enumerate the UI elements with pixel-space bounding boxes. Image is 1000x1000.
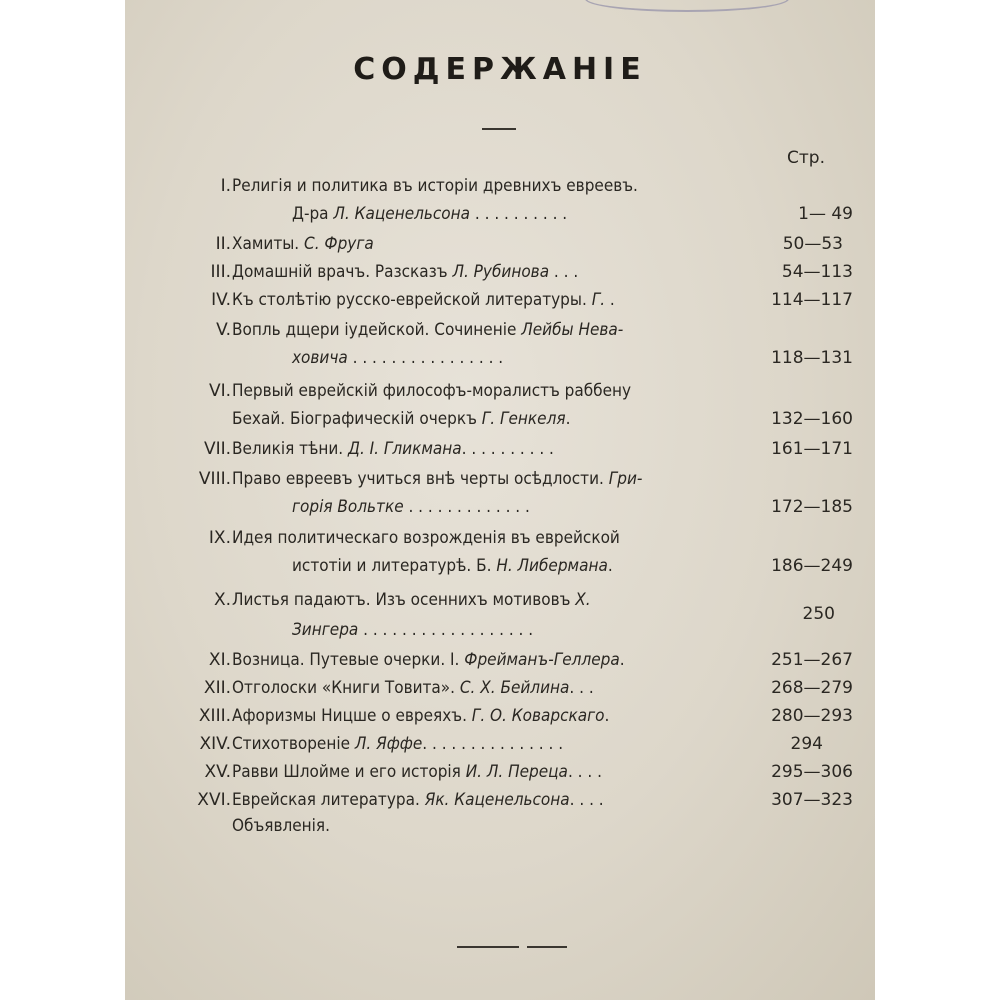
entry-title: Афоризмы Ницше о евреяхъ. Г. О. Коварскаго. (232, 706, 610, 726)
background-left (0, 0, 125, 1000)
entry-number: II. (215, 234, 231, 254)
entry-title: Возница. Путевые очерки. I. Фрейманъ-Геллера. (232, 650, 625, 670)
entry-title: Право евреевъ учиться внѣ черты осѣдлости. Гри- (232, 469, 643, 489)
entry-pages: 186—249 (771, 556, 853, 576)
bottom-rule-left (457, 946, 519, 948)
entry-number: XII. (203, 678, 231, 698)
entry-title: Къ столѣтію русско-еврейской литературы. Г. . (232, 290, 615, 310)
book-page (125, 0, 875, 1000)
entry-pages: 132—160 (771, 409, 853, 429)
entry-number: VI. (208, 381, 231, 401)
entry-title-cont: истотіи и литературѣ. Б. Н. Либермана. (292, 556, 613, 576)
entry-author: Н. Либермана (496, 556, 608, 576)
entry-title-cont: Д-ра Л. Каценельсона . . . . . . . . . . (292, 204, 568, 224)
entry-title: Хамиты. С. Фруга (232, 234, 374, 254)
entry-author: Фрейманъ-Геллера (464, 650, 620, 670)
entry-author: С. Фруга (304, 234, 374, 254)
entry-author: И. Л. Переца (465, 762, 568, 782)
entry-title: Вопль дщери іудейской. Сочиненіе Лейбы Нева- (232, 320, 624, 340)
bottom-rule-right (527, 946, 567, 948)
entry-number: XIII. (198, 706, 231, 726)
entry-title: Еврейская литература. Як. Каценельсона. . . . (232, 790, 604, 810)
entry-author: Г. (591, 290, 606, 310)
entry-pages: 114—117 (771, 290, 853, 310)
entry-pages: 250 (802, 604, 835, 624)
entry-title: Домашній врачъ. Разсказъ Л. Рубинова . . . (232, 262, 579, 282)
entry-author: Як. Каценельсона (424, 790, 570, 810)
entry-number: IX. (208, 528, 231, 548)
entry-number: VII. (203, 439, 231, 459)
entry-title: Отголоски «Книги Товита». С. Х. Бейлина. . . (232, 678, 594, 698)
entry-number: XV. (204, 762, 231, 782)
entry-title: Религія и политика въ исторіи древнихъ евреевъ. (232, 176, 638, 196)
entry-author: Л. Яффе (354, 734, 423, 754)
entry-pages: 307—323 (771, 790, 853, 810)
entry-number: VIII. (198, 469, 231, 489)
entry-pages: 172—185 (771, 497, 853, 517)
entry-number: III. (210, 262, 231, 282)
entry-pages: 50—53 (782, 234, 843, 254)
entry-title: Идея политическаго возрожденія въ еврейской (232, 528, 620, 548)
entry-title-cont: Бехай. Біографическій очеркъ Г. Генкеля. (232, 409, 571, 429)
entry-pages: 280—293 (771, 706, 853, 726)
entry-title-cont: горія Вольтке . . . . . . . . . . . . . (292, 497, 530, 517)
entry-author: Гри- (608, 469, 643, 489)
page-title: СОДЕРЖАНІЕ (353, 52, 647, 87)
entry-title-cont: Объявленія. (232, 816, 330, 836)
entry-number: XIV. (199, 734, 231, 754)
entry-number: IV. (211, 290, 231, 310)
entry-author: Д. І. Гликмана (348, 439, 462, 459)
entry-title: Великія тѣни. Д. І. Гликмана. . . . . . . . . . (232, 439, 554, 459)
entry-title: Стихотвореніе Л. Яффе. . . . . . . . . . . . . . . (232, 734, 564, 754)
entry-author: Г. О. Коварскаго (471, 706, 605, 726)
entry-title: Равви Шлойме и его исторія И. Л. Переца. . . . (232, 762, 602, 782)
entry-number: X. (213, 590, 231, 610)
entry-author: ховича (292, 348, 348, 368)
entry-number: I. (220, 176, 231, 196)
entry-author: Х. (575, 590, 591, 610)
entry-author: Г. Генкеля (481, 409, 566, 429)
entry-author: С. Х. Бейлина (459, 678, 570, 698)
entry-title: Листья падаютъ. Изъ осеннихъ мотивовъ Х. (232, 590, 591, 610)
pages-column-label: Стр. (787, 148, 825, 168)
entry-author: Л. Каценельсона (333, 204, 471, 224)
entry-pages: 161—171 (771, 439, 853, 459)
entry-number: XI. (208, 650, 231, 670)
entry-title-cont: Зингера . . . . . . . . . . . . . . . . . . (292, 620, 534, 640)
entry-number: XVI. (197, 790, 231, 810)
entry-number: V. (216, 320, 231, 340)
entry-pages: 295—306 (771, 762, 853, 782)
entry-author: горія Вольтке (292, 497, 404, 517)
entry-pages: 118—131 (771, 348, 853, 368)
entry-pages: 251—267 (771, 650, 853, 670)
title-rule (482, 128, 516, 130)
entry-pages: 1— 49 (798, 204, 853, 224)
entry-author: Лейбы Нева- (521, 320, 624, 340)
entry-title-cont: ховича . . . . . . . . . . . . . . . . (292, 348, 504, 368)
entry-pages: 54—113 (781, 262, 853, 282)
entry-title: Первый еврейскій философъ-моралистъ раббену (232, 381, 632, 401)
background-right (875, 0, 1000, 1000)
entry-pages: 294 (790, 734, 823, 754)
entry-author: Зингера (292, 620, 359, 640)
top-ornament (585, 0, 789, 12)
entry-pages: 268—279 (771, 678, 853, 698)
